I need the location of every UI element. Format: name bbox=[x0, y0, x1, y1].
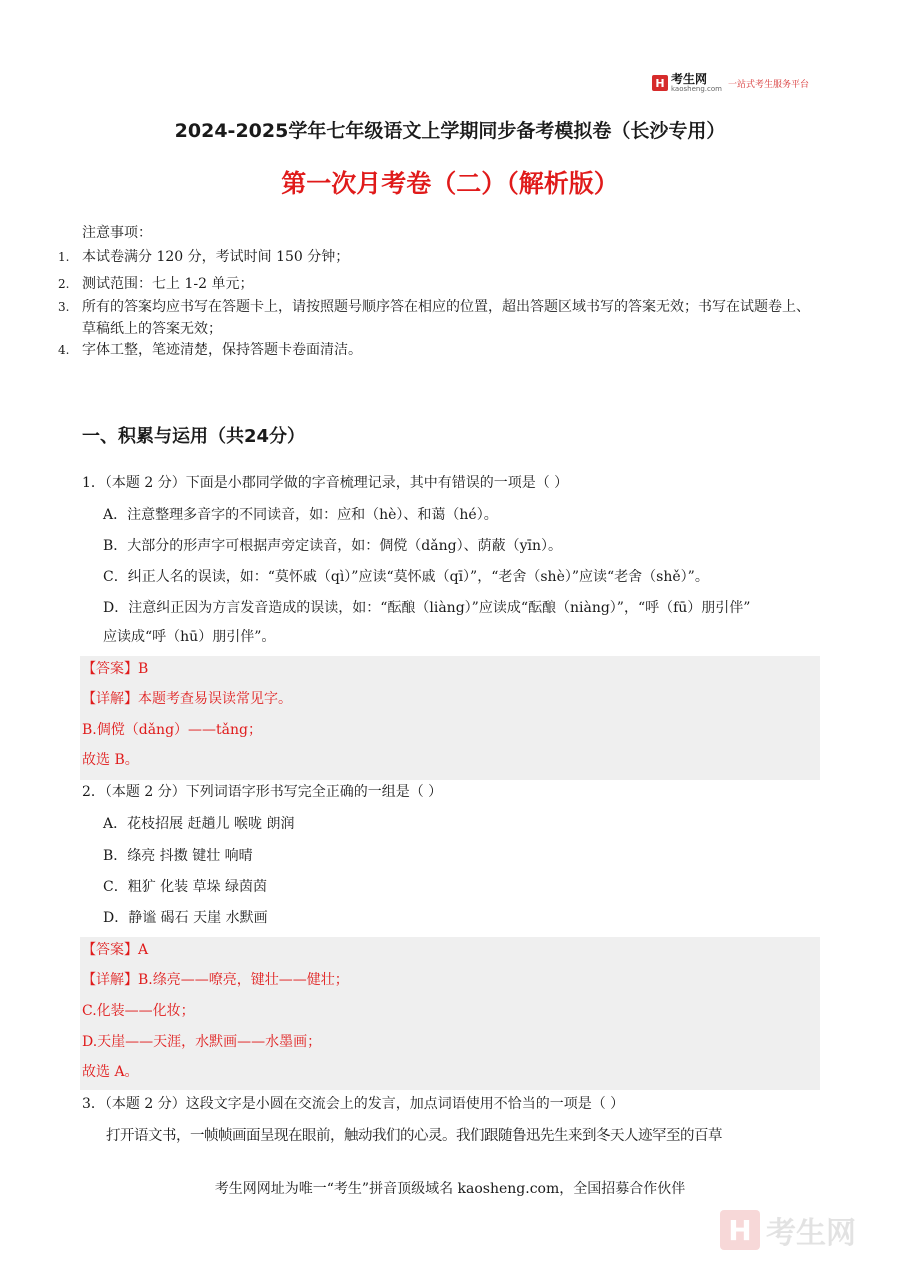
question-2-option-a: A．花枝招展 赶趟儿 喉咙 朗润 bbox=[103, 816, 295, 832]
question-2-analysis-line: D.天崖——天涯，水默画——水墨画； bbox=[82, 1034, 322, 1050]
question-1-option-d-cont: 应读成“呼（hū）朋引伴”。 bbox=[103, 629, 276, 645]
document-title: 2024-2025学年七年级语文上学期同步备考模拟卷（长沙专用） bbox=[174, 120, 726, 142]
question-1-option-b: B．大部分的形声字可根据声旁定读音，如：倜傥（dǎng）、荫蔽（yīn）。 bbox=[103, 538, 562, 554]
notice-item-text: 本试卷满分 120 分，考试时间 150 分钟； bbox=[82, 249, 350, 265]
notice-item-number: 3. bbox=[58, 300, 70, 314]
notice-item bbox=[58, 339, 822, 361]
question-1-analysis-line: 故选 B。 bbox=[82, 752, 139, 768]
notice-item-text: 测试范围：七上 1-2 单元； bbox=[82, 276, 254, 292]
notice-item-number: 2. bbox=[58, 277, 70, 291]
notice-item-text: 字体工整，笔迹清楚，保持答题卡卷面清洁。 bbox=[82, 342, 362, 358]
notice-item bbox=[58, 296, 822, 340]
question-1-option-d: D．注意纠正因为方言发音造成的误读，如：“酝酿（liàng）”应读成“酝酿（niàng）”，“呼（fū）朋引伴” bbox=[103, 600, 751, 616]
question-1-analysis-line: 【详解】本题考查易误读常见字。 bbox=[82, 691, 292, 707]
question-2-option-c: C．粗犷 化装 草垛 绿茵茵 bbox=[103, 879, 268, 895]
brand-domain: kaosheng.com bbox=[671, 84, 722, 93]
section-title: 一、积累与运用（共24分） bbox=[82, 426, 306, 447]
notice-item bbox=[58, 246, 822, 268]
notice-item bbox=[58, 273, 822, 295]
brand-slogan: 一站式考生服务平台 bbox=[727, 79, 809, 90]
question-1-answer: 【答案】B bbox=[82, 661, 149, 677]
question-3-stem: 3．（本题 2 分）这段文字是小圆在交流会上的发言，加点词语使用不恰当的一项是（ ） bbox=[82, 1096, 625, 1112]
brand-name: 考生网 bbox=[671, 71, 708, 86]
question-1-option-a: A．注意整理多音字的不同读音，如：应和（hè）、和蔼（hé）。 bbox=[103, 507, 498, 523]
question-1-analysis-line: B.倜傥（dǎng）——tǎng； bbox=[82, 722, 262, 738]
question-2-analysis-line: C.化装——化妆； bbox=[82, 1003, 195, 1019]
question-1-option-c: C．纠正人名的误读，如：“莫怀戚（qì）”应读“莫怀戚（qī）”，“老舍（shè）”应读“老舍（shě）”。 bbox=[103, 569, 709, 585]
page-footer: 考生网网址为唯一“考生”拼音顶级域名 kaosheng.com，全国招募合作伙伴 bbox=[214, 1181, 686, 1197]
question-2-option-d: D．静谧 碣石 天崖 水默画 bbox=[103, 910, 268, 926]
question-3-passage: 打开语文书，一帧帧画面呈现在眼前，触动我们的心灵。我们跟随鲁迅先生来到冬天人迹罕至的百草 bbox=[106, 1128, 722, 1144]
notice-item-number: 4. bbox=[58, 343, 70, 357]
question-1-stem: 1．（本题 2 分）下面是小郡同学做的字音梳理记录，其中有错误的一项是（ ） bbox=[82, 475, 569, 491]
document-subtitle: 第一次月考卷（二）（解析版） bbox=[281, 169, 619, 198]
notice-item-text: 所有的答案均应书写在答题卡上，请按照题号顺序答在相应的位置，超出答题区域书写的答案无效；书写在试题卷上、草稿纸上的答案无效； bbox=[82, 299, 810, 337]
question-2-answer: 【答案】A bbox=[82, 942, 149, 958]
notice-item-number: 1. bbox=[58, 250, 70, 264]
brand-logo bbox=[652, 72, 822, 94]
watermark-name: 考生网 bbox=[766, 1216, 856, 1251]
notice-heading: 注意事项： bbox=[82, 225, 152, 241]
question-2-option-b: B．绦亮 抖擞 键壮 响晴 bbox=[103, 848, 253, 864]
question-2-analysis-line: 故选 A。 bbox=[82, 1064, 139, 1080]
question-2-analysis-line: 【详解】B.绦亮——嘹亮，键壮——健壮； bbox=[82, 972, 349, 988]
watermark-icon: H bbox=[720, 1210, 760, 1250]
question-2-stem: 2．（本题 2 分）下列词语字形书写完全正确的一组是（ ） bbox=[82, 784, 443, 800]
brand-logo-icon: H bbox=[652, 75, 668, 91]
brand-logo-text bbox=[671, 71, 722, 93]
watermark-logo bbox=[720, 1204, 880, 1256]
answer-box bbox=[80, 656, 820, 780]
